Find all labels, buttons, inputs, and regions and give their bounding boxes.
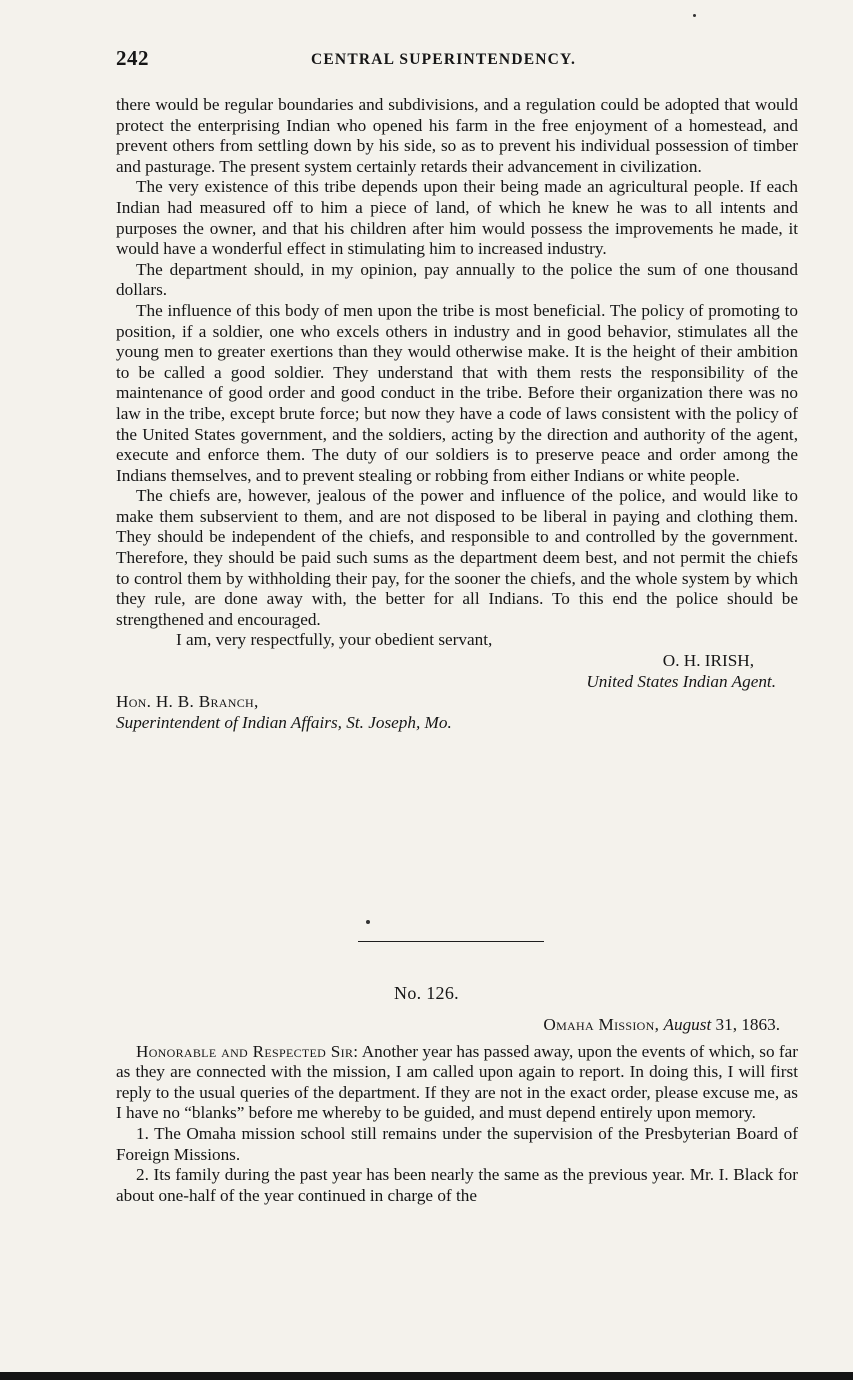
signer-name: O. H. IRISH, — [662, 651, 754, 671]
opening-text: Another year has passed away, upon the events of which, so far as they are connected with the mission, I am called upon again to report. In doing this, I will first reply to the usual queries of the department. If they are not in the exact order, please excuse me, as I have no “blanks” before me whereby to be guided, and must depend entirely upon memory. — [116, 1041, 798, 1123]
dateline-month: August — [663, 1015, 712, 1034]
addressee-name — [116, 692, 798, 713]
numbered-item: 1. The Omaha mission school still remains under the supervision of the Presbyterian Board of Foreign Missions. — [116, 1123, 798, 1164]
letter-body — [116, 95, 798, 733]
numbered-item: 2. Its family during the past year has been nearly the same as the previous year. Mr. I. Black for about one-half of the year continued in charge of the — [116, 1165, 798, 1205]
opening-paragraph — [116, 1042, 798, 1124]
salutation: Honorable and Respected Sir: — [136, 1041, 359, 1061]
page-header — [116, 46, 797, 74]
next-document-body — [116, 1015, 798, 1206]
section-divider — [358, 941, 544, 942]
dateline-date: 31, 1863. — [715, 1015, 780, 1034]
scan-speck — [693, 14, 696, 17]
addressee-title: Superintendent of Indian Affairs, St. Joseph, Mo. — [116, 712, 452, 732]
signer-title: United States Indian Agent. — [586, 671, 776, 691]
document-number: No. 126. — [394, 983, 459, 1003]
paragraph: there would be regular boundaries and subdivisions, and a regulation could be adopted that would protect the enterprising Indian who opened his farm in the free enjoyment of a homestead, and prevent others from settling down by his side, so as to prevent his individual possession of timber and pasturage. The present system certainly retards their advancement in civilization. — [116, 95, 798, 176]
paragraph: The department should, in my opinion, pay annually to the police the sum of one thousand dollars. — [116, 259, 798, 300]
dateline-place: Omaha Mission, — [543, 1015, 660, 1034]
page-number: 242 — [116, 46, 149, 70]
paragraph: The chiefs are, however, jealous of the power and influence of the police, and would like to make them subservient to them, and are not disposed to be liberal in paying and clothing them. They should be independent of the chiefs, and responsible to and controlled by the government. Therefore, they should be paid such sums as the department deem best, and not permit the chiefs to control them by withholding their pay, for the sooner the chiefs, and the whole system by which they rule, are done away with, the better for all Indians. To this end the police should be strengthened and encouraged. — [116, 486, 798, 629]
running-head: CENTRAL SUPERINTENDENCY. — [311, 51, 577, 68]
scan-speck — [366, 920, 370, 924]
paragraph: The influence of this body of men upon the tribe is most beneficial. The policy of promoting to position, if a soldier, one who excels others in industry and in good behavior, stimulates all the young men to greater exertions than they would otherwise make. It is the height of their ambition to be called a good soldier. They understand that with them rests the responsibility of the maintenance of good order and good conduct in the tribe. Before their organization there was no law in the tribe, except brute force; but now they have a code of laws consistent with the policy of the United States government, and the soldiers, acting by the direction and authority of the agent, execute and enforce them. The duty of our soldiers is to preserve peace and order among the Indians themselves, and to prevent stealing or robbing from either Indians or white people. — [116, 300, 798, 485]
addressee-name-text: Hon. H. B. Branch, — [116, 692, 259, 712]
scan-edge — [0, 1372, 853, 1380]
closing-line: I am, very respectfully, your obedient servant, — [176, 630, 493, 650]
paragraph: The very existence of this tribe depends upon their being made an agricultural people. If each Indian had measured off to him a piece of land, of which he knew he was to all intents and purposes the owner, and that his children after him would possess the improvements he made, it would have a wonderful effect in stimulating him to increased industry. — [116, 177, 798, 259]
dateline — [116, 1015, 798, 1036]
